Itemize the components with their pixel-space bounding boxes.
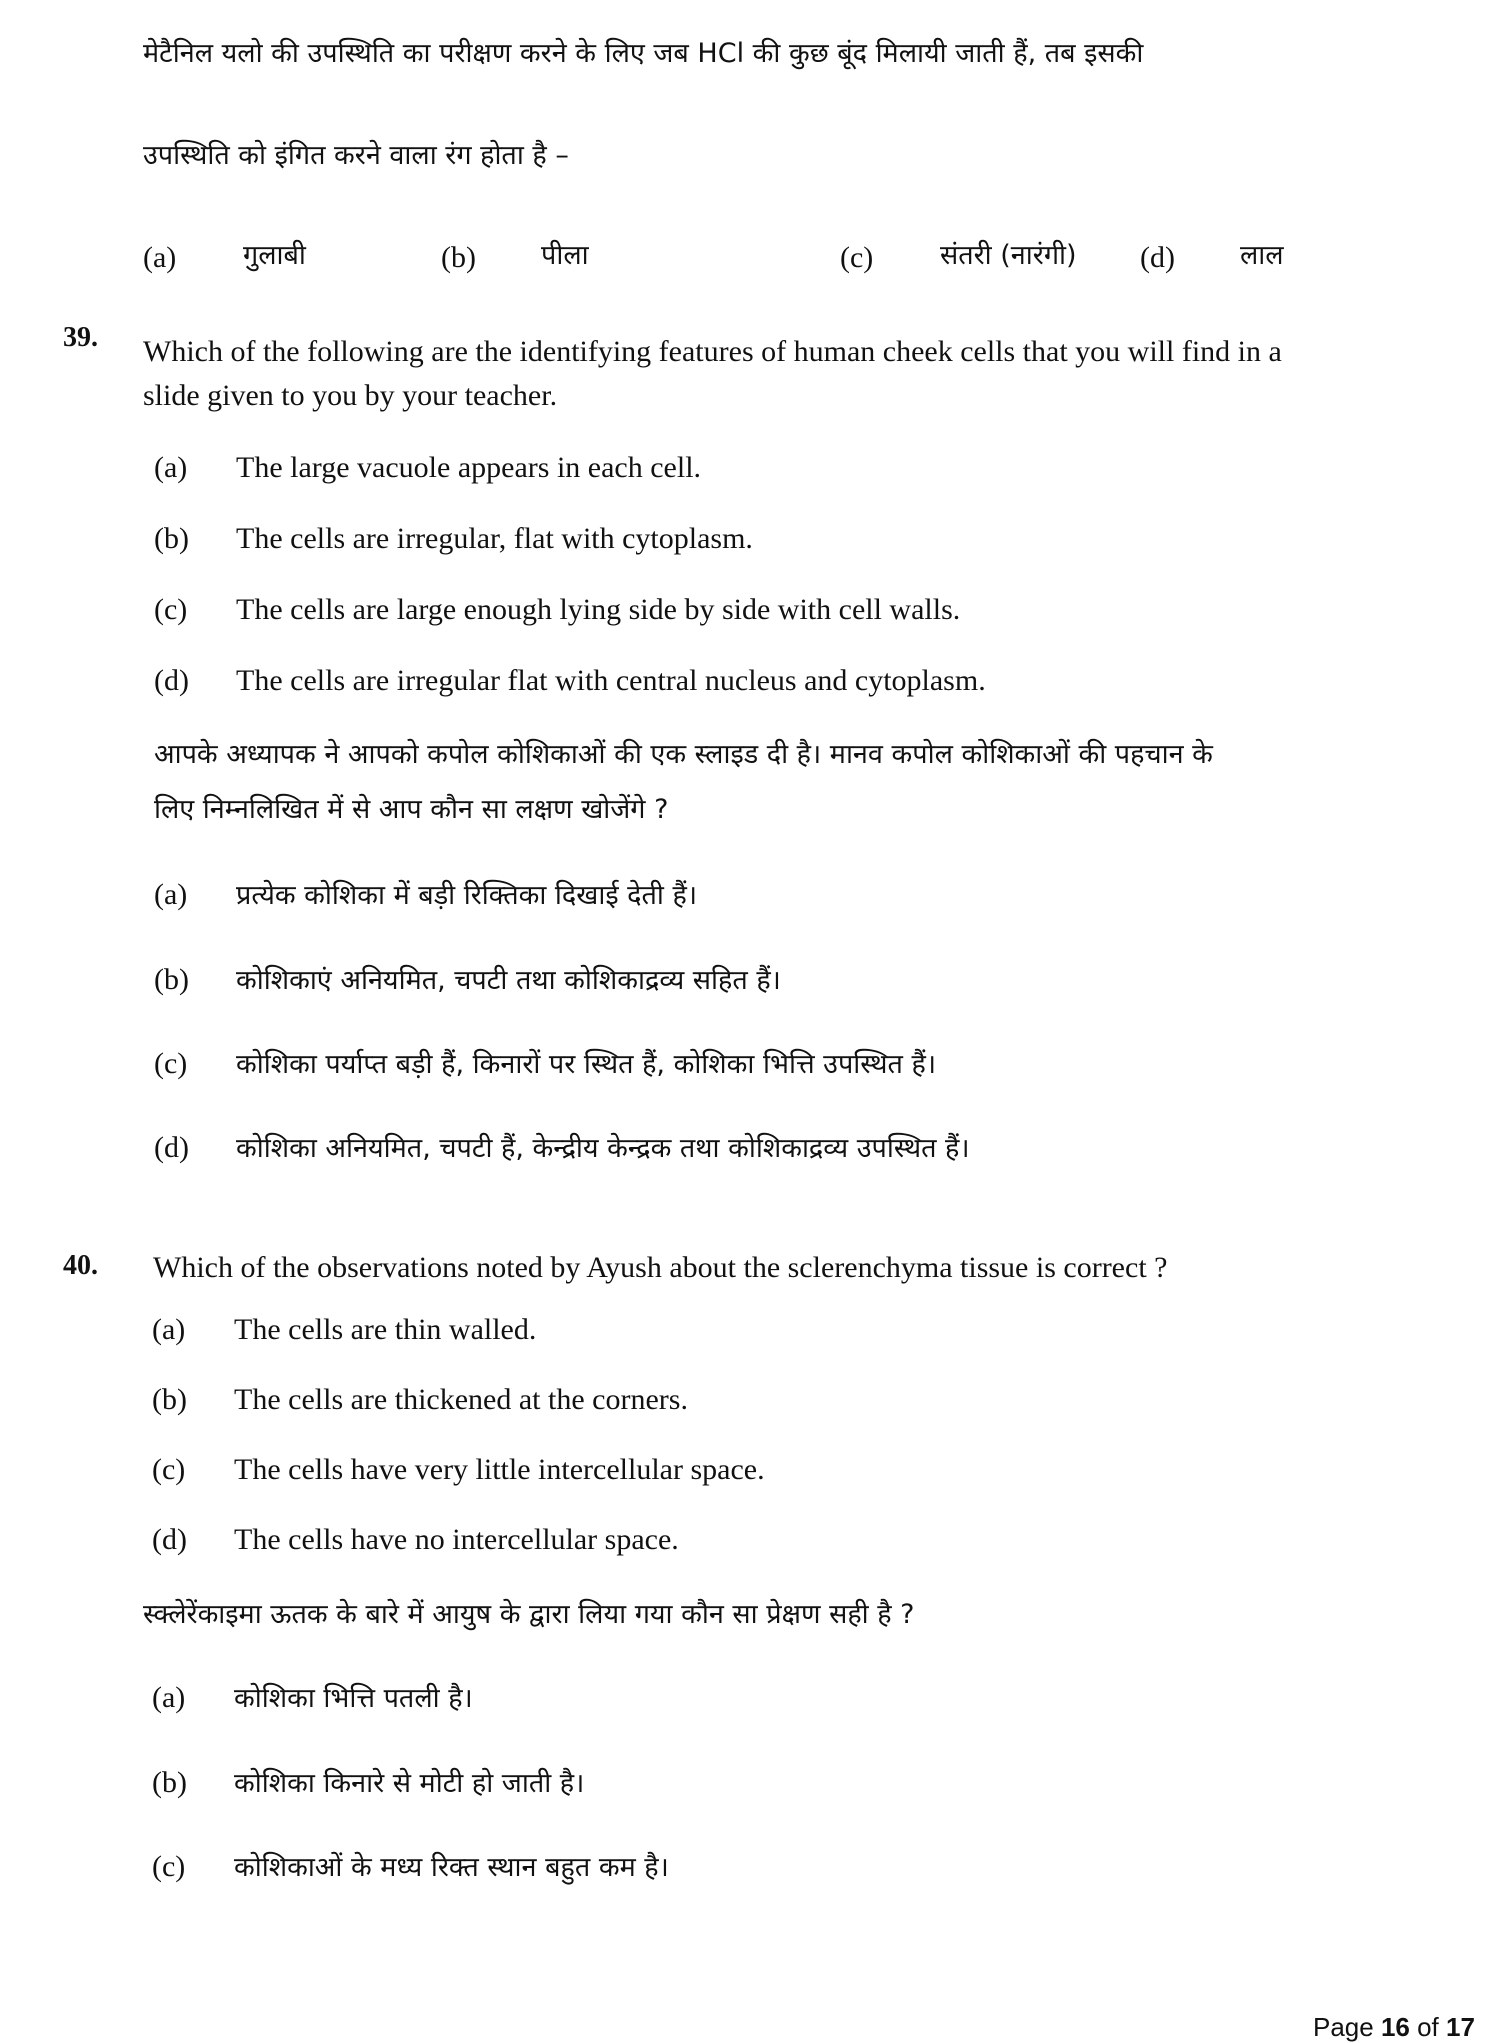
option-a bbox=[154, 450, 701, 486]
page-number-footer bbox=[1313, 2012, 1475, 2043]
question-text-line1: Which of the observations noted by Ayush about the sclerenchyma tissue is correct ? bbox=[153, 1251, 1168, 1284]
option-text: कोशिका किनारे से मोटी हो जाती है। bbox=[234, 1768, 585, 1799]
hindi-option-a bbox=[154, 877, 697, 914]
option-label: (d) bbox=[152, 1523, 187, 1556]
question-hindi-line1: स्क्लेरेंकाइमा ऊतक के बारे में आयुष के द्वारा लिया गया कौन सा प्रेक्षण सही है ? bbox=[143, 1599, 915, 1630]
option-text: The cells are thickened at the corners. bbox=[234, 1383, 688, 1416]
option-text: The large vacuole appears in each cell. bbox=[236, 451, 702, 484]
option-text: कोशिकाओं के मध्य रिक्त स्थान बहुत कम है। bbox=[234, 1852, 669, 1883]
option-label: (d) bbox=[1140, 241, 1175, 274]
option-text: The cells are irregular, flat with cytoplasm. bbox=[236, 522, 753, 555]
option-label: (c) bbox=[152, 1850, 186, 1883]
prev-question-hindi-line1: मेटैनिल यलो की उपस्थिति का परीक्षण करने के लिए जब HCl की कुछ बूंद मिलायी जाती हैं, तब इसकी bbox=[143, 38, 1144, 69]
option-label: (c) bbox=[840, 241, 874, 274]
option-b bbox=[154, 521, 753, 557]
option-text: कोशिकाएं अनियमित, चपटी तथा कोशिकाद्रव्य सहित हैं। bbox=[236, 965, 781, 996]
question-number: 39. bbox=[63, 322, 98, 353]
option-label: (b) bbox=[154, 522, 189, 555]
option-label: (b) bbox=[152, 1383, 187, 1416]
current-page: 16 bbox=[1380, 2012, 1410, 2042]
prev-question-hindi-line2: उपस्थिति को इंगित करने वाला रंग होता है – bbox=[143, 140, 569, 171]
option-label: (a) bbox=[154, 878, 188, 911]
question-hindi-line1: आपके अध्यापक ने आपको कपोल कोशिकाओं की एक स्लाइड दी है। मानव कपोल कोशिकाओं की पहचान के bbox=[154, 739, 1213, 770]
option-label: (c) bbox=[154, 593, 188, 626]
hindi-option-a bbox=[152, 1680, 473, 1717]
option-text: लाल bbox=[1240, 240, 1284, 271]
hindi-option-c bbox=[154, 1046, 936, 1083]
option-label: (b) bbox=[154, 963, 189, 996]
option-label: (d) bbox=[154, 664, 189, 697]
option-d bbox=[154, 663, 986, 699]
option-label: (c) bbox=[154, 1047, 188, 1080]
option-c bbox=[152, 1452, 765, 1488]
hindi-option-c bbox=[152, 1849, 669, 1886]
page-prefix: Page bbox=[1313, 2012, 1381, 2042]
question-hindi-line2: लिए निम्नलिखित में से आप कौन सा लक्षण खोजेंगे ? bbox=[154, 794, 669, 825]
option-d bbox=[152, 1522, 679, 1558]
option-text: प्रत्येक कोशिका में बड़ी रिक्तिका दिखाई देती हैं। bbox=[236, 880, 698, 911]
option-text: The cells are irregular flat with central nucleus and cytoplasm. bbox=[236, 664, 986, 697]
option-label: (a) bbox=[152, 1681, 186, 1714]
page-of: of bbox=[1409, 2012, 1447, 2042]
option-text: कोशिका पर्याप्त बड़ी हैं, किनारों पर स्थित हैं, कोशिका भित्ति उपस्थित हैं। bbox=[236, 1049, 937, 1080]
total-pages: 17 bbox=[1446, 2012, 1475, 2042]
option-text: कोशिका भित्ति पतली है। bbox=[234, 1683, 473, 1714]
option-label: (b) bbox=[152, 1766, 187, 1799]
question-text-line1: Which of the following are the identifying features of human cheek cells that you will find in a bbox=[143, 335, 1282, 368]
option-text: The cells have no intercellular space. bbox=[234, 1523, 679, 1556]
question-number: 40. bbox=[63, 1250, 98, 1281]
option-label: (a) bbox=[152, 1313, 186, 1346]
option-label: (a) bbox=[154, 451, 188, 484]
option-c bbox=[154, 592, 960, 628]
hindi-option-b bbox=[152, 1765, 584, 1802]
hindi-option-d bbox=[154, 1130, 970, 1167]
option-text: The cells are large enough lying side by side with cell walls. bbox=[236, 593, 961, 626]
option-a bbox=[152, 1312, 536, 1348]
option-label: (c) bbox=[152, 1453, 186, 1486]
question-text-line2: slide given to you by your teacher. bbox=[143, 379, 558, 412]
option-label: (d) bbox=[154, 1131, 189, 1164]
option-text: The cells are thin walled. bbox=[234, 1313, 537, 1346]
option-text: The cells have very little intercellular space. bbox=[234, 1453, 765, 1486]
option-text: संतरी (नारंगी) bbox=[940, 240, 1077, 271]
option-b bbox=[152, 1382, 688, 1418]
option-text: कोशिका अनियमित, चपटी हैं, केन्द्रीय केन्द्रक तथा कोशिकाद्रव्य उपस्थित हैं। bbox=[236, 1133, 970, 1164]
option-text: गुलाबी bbox=[243, 240, 306, 271]
option-text: पीला bbox=[541, 240, 589, 271]
hindi-option-b bbox=[154, 962, 781, 999]
option-label: (a) bbox=[143, 241, 177, 274]
option-label: (b) bbox=[441, 241, 476, 274]
